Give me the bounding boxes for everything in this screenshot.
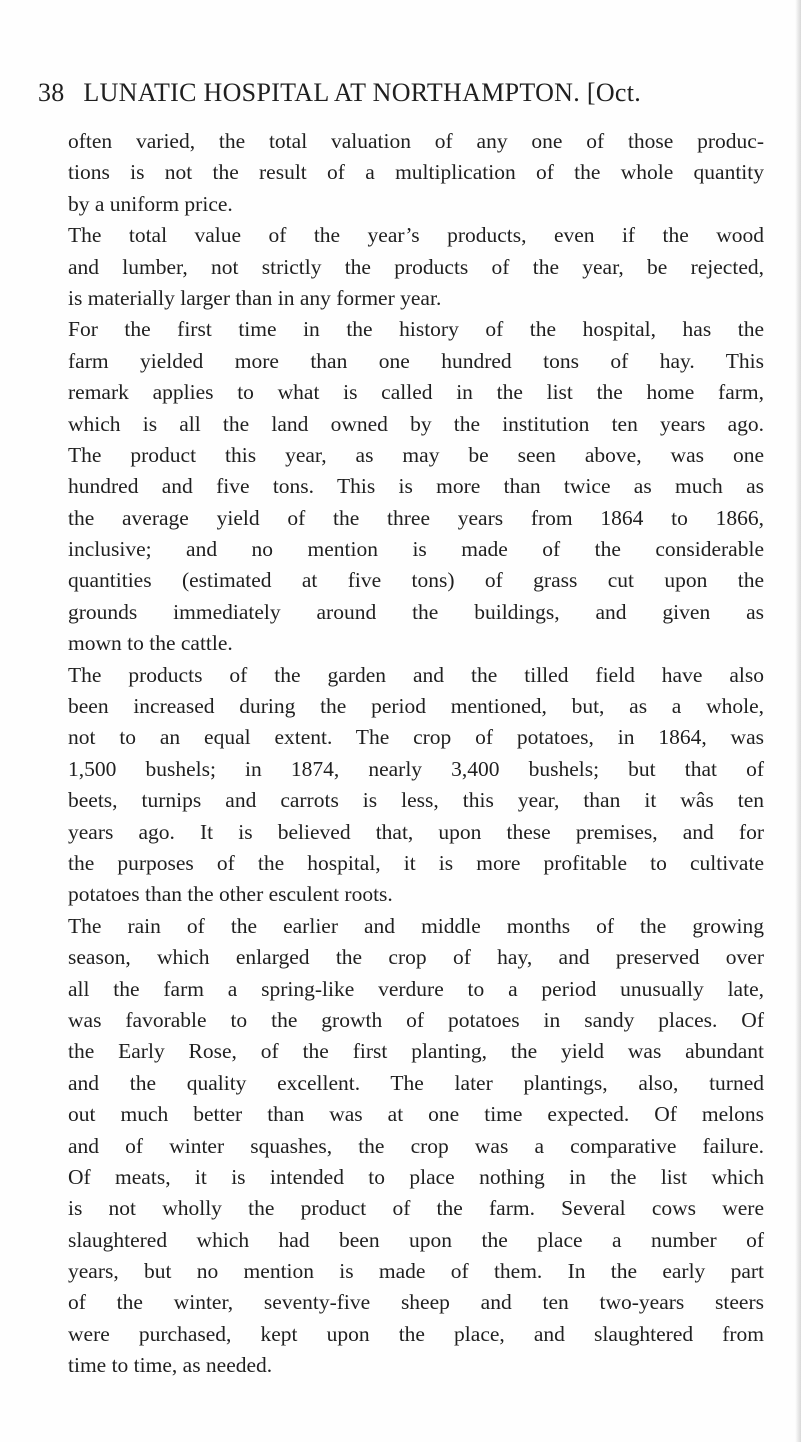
text-line: Of meats, it is intended to place nothing in the list which (68, 1164, 764, 1189)
page-edge-shadow (795, 0, 801, 1442)
text-line: the average yield of the three years from 1864 to 1866, (68, 505, 764, 530)
text-line: mown to the cattle. (68, 631, 233, 656)
text-line: is not wholly the product of the farm. Several cows were (68, 1196, 764, 1221)
text-line: by a uniform price. (68, 191, 233, 216)
text-line: years ago. It is believed that, upon these premises, and for (68, 819, 764, 844)
text-line: The products of the garden and the tilled field have also (68, 662, 764, 687)
running-date: [Oct. (586, 78, 642, 107)
text-line: quantities (estimated at five tons) of grass cut upon the (68, 568, 764, 593)
text-line: The product this year, as may be seen above, was one (68, 442, 764, 467)
text-line: the Early Rose, of the first planting, the yield was abundant (68, 1039, 764, 1064)
running-head (38, 78, 778, 108)
text-line: inclusive; and no mention is made of the considerable (68, 537, 764, 562)
text-line: For the first time in the history of the hospital, has the (68, 317, 764, 342)
text-line: slaughtered which had been upon the place a number of (68, 1227, 764, 1252)
text-line: and lumber, not strictly the products of the year, be rejected, (68, 254, 764, 279)
text-line: often varied, the total valuation of any one of those produc- (68, 129, 764, 153)
text-line: years, but no mention is made of them. In the early part (68, 1259, 764, 1284)
page-number: 38 (38, 78, 65, 107)
text-line: tions is not the result of a multiplication of the whole quantity (68, 160, 764, 185)
text-line: is materially larger than in any former year. (68, 285, 442, 310)
body-text (68, 126, 764, 1382)
text-line: and of winter squashes, the crop was a comparative failure. (68, 1133, 764, 1158)
text-line: The total value of the year’s products, even if the wood (68, 223, 764, 248)
text-line: time to time, as needed. (68, 1353, 273, 1378)
text-line: remark applies to what is called in the list the home farm, (68, 380, 764, 405)
text-line: potatoes than the other esculent roots. (68, 882, 393, 907)
text-line: hundred and five tons. This is more than twice as much as (68, 474, 764, 499)
text-line: and the quality excellent. The later plantings, also, turned (68, 1070, 764, 1095)
text-line: out much better than was at one time expected. Of melons (68, 1102, 764, 1127)
text-line: all the farm a spring-like verdure to a period unusually late, (68, 976, 764, 1001)
text-line: 1,500 bushels; in 1874, nearly 3,400 bushels; but that of (68, 756, 764, 781)
running-title: LUNATIC HOSPITAL AT NORTHAMPTON. (83, 78, 581, 107)
text-line: the purposes of the hospital, it is more profitable to cultivate (68, 850, 764, 875)
text-line: farm yielded more than one hundred tons of hay. This (68, 348, 764, 373)
text-line: been increased during the period mentioned, but, as a whole, (68, 694, 764, 719)
text-line: were purchased, kept upon the place, and slaughtered from (68, 1321, 764, 1346)
text-line: grounds immediately around the buildings, and given as (68, 599, 764, 624)
text-line: was favorable to the growth of potatoes in sandy places. Of (68, 1007, 764, 1032)
text-line: not to an equal extent. The crop of potatoes, in 1864, was (68, 725, 764, 750)
text-line: which is all the land owned by the institution ten years ago. (68, 411, 764, 436)
text-line: season, which enlarged the crop of hay, and preserved over (68, 945, 764, 970)
text-line: of the winter, seventy-five sheep and ten two-years steers (68, 1290, 764, 1315)
text-line: The rain of the earlier and middle months of the growing (68, 913, 764, 938)
text-line: beets, turnips and carrots is less, this year, than it wâs ten (68, 788, 764, 813)
